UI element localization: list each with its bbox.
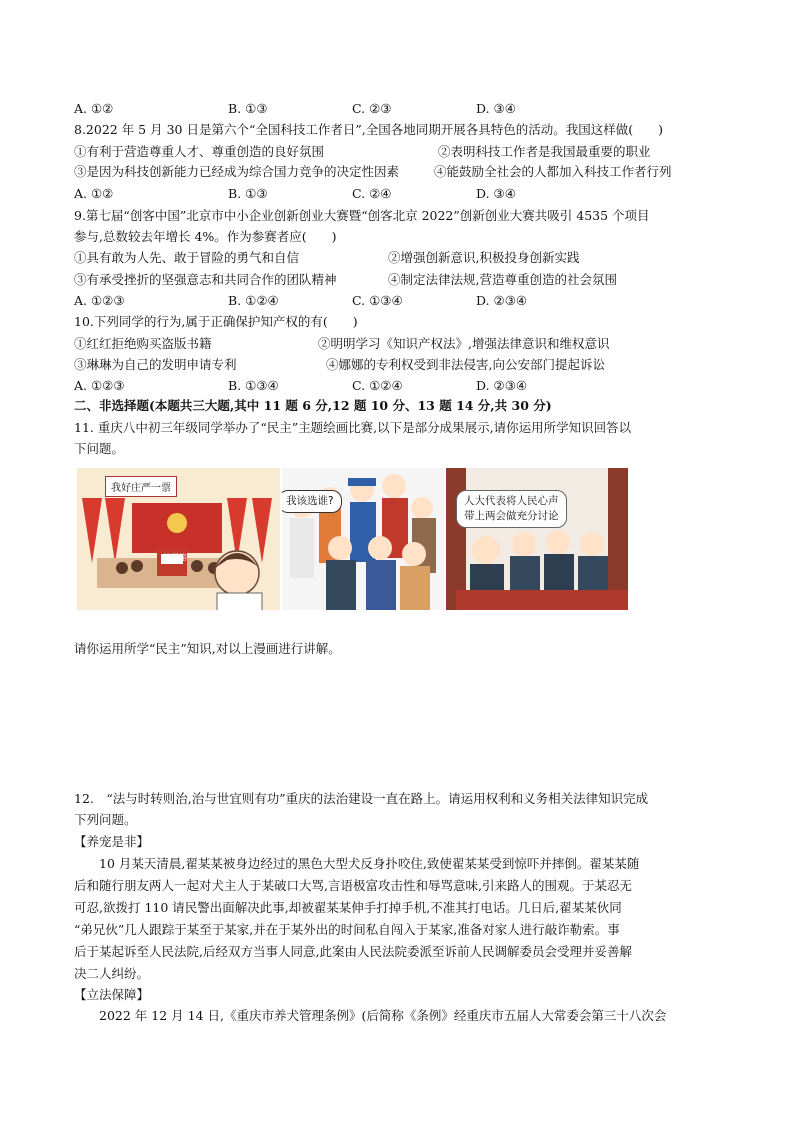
- q10-option-c: C. ①②④: [352, 378, 403, 393]
- q9-option-b: B. ①②④: [228, 293, 279, 308]
- q8-option-b: B. ①③: [228, 186, 268, 201]
- q10-item-4: ④娜娜的专利权受到非法侵害,向公安部门提起诉讼: [326, 357, 605, 372]
- q11-stem-line2: 下问题。: [74, 441, 125, 456]
- q12-para-line2: 后和随行朋友两人一起对犬主人于某破口大骂,言语极富攻击性和辱骂意味,引来路人的围观。于某忍无: [74, 878, 632, 893]
- q12-section-b-title: 【立法保障】: [74, 987, 150, 1002]
- section2-heading: 二、非选择题(本题共三大题,其中 11 题 6 分,12 题 10 分、13 题 14 分,共 30 分): [74, 398, 552, 413]
- panel3-bubble-line1: 人大代表将人民心声: [464, 495, 559, 507]
- q7-option-d: D. ③④: [476, 101, 516, 116]
- q7-option-a: A. ①②: [74, 101, 114, 116]
- ballot-box-label: 投票箱: [163, 553, 187, 562]
- panel2-speech-bubble: 我该选谁?: [282, 490, 342, 513]
- q9-item-1: ①具有敢为人先、敢于冒险的勇气和自信: [74, 250, 300, 265]
- q10-item-1: ①红红拒绝购买盗版书籍: [74, 336, 212, 351]
- q10-option-d: D. ②③④: [476, 378, 528, 393]
- q9-item-3: ③有承受挫折的坚强意志和共同合作的团队精神: [74, 272, 337, 287]
- q8-item-2: ②表明科技工作者是我国最重要的职业: [438, 144, 651, 159]
- q12-para-line4: “弟兄伙”几人跟踪于某至于某家,并在于某外出的时间私自闯入于某家,准备对家人进行敲诈勒索。事: [74, 922, 620, 937]
- q8-item-1: ①有利于营造尊重人才、尊重创造的良好氛围: [74, 144, 325, 159]
- q12-section-a-title: 【养宠是非】: [74, 834, 150, 849]
- q12-para-line6: 决二人纠纷。: [74, 966, 150, 981]
- q12-stem-line1: 12. “法与时转则治,治与世宜则有功”重庆的法治建设一直在路上。请运用权利和义务相关法律知识完成: [74, 791, 649, 806]
- q11-stem-line1: 11. 重庆八中初三年级同学举办了“民主”主题绘画比赛,以下是部分成果展示,请你运用所学知识回答以: [74, 420, 632, 435]
- q12-para-line5: 后于某起诉至人民法院,后经双方当事人同意,此案由人民法院委派至诉前人民调解委员会受理并妥善解: [74, 944, 632, 959]
- comic-panel-congress: [446, 468, 628, 610]
- q10-item-3: ③琳琳为自己的发明申请专利: [74, 357, 237, 372]
- q8-option-d: D. ③④: [476, 186, 516, 201]
- q10-option-a: A. ①②③: [74, 378, 125, 393]
- q12-para2-line1: 2022 年 12 月 14 日,《重庆市养犬管理条例》(后简称《条例》经重庆市五届人大常委会第三十八次会: [74, 1008, 667, 1023]
- q9-option-c: C. ①③④: [352, 293, 403, 308]
- q10-item-2: ②明明学习《知识产权法》,增强法律意识和维权意识: [318, 336, 610, 351]
- q8-item-4: ④能鼓励全社会的人都加入科技工作者行列: [434, 164, 672, 179]
- q9-option-a: A. ①②③: [74, 293, 125, 308]
- q9-option-d: D. ②③④: [476, 293, 528, 308]
- q9-item-4: ④制定法律法规,营造尊重创造的社会氛围: [388, 272, 617, 287]
- comic-panel-voting: [77, 468, 280, 610]
- q12-stem-line2: 下列问题。: [74, 812, 137, 827]
- q8-item-3: ③是因为科技创新能力已经成为综合国力竞争的决定性因素: [74, 164, 400, 179]
- q10-stem: 10.下列同学的行为,属于正确保护知产权的有( ): [74, 314, 358, 329]
- q8-stem: 8.2022 年 5 月 30 日是第六个“全国科技工作者日”,全国各地同期开展各具特色的活动。我国这样做( ): [74, 122, 663, 137]
- q8-option-c: C. ②④: [352, 186, 392, 201]
- q7-option-b: B. ①③: [228, 101, 268, 116]
- panel1-speech-bubble: 我好庄严一票: [105, 476, 177, 497]
- q9-stem-line1: 9.第七届“创客中国”北京市中小企业创新创业大赛暨“创客北京 2022”创新创业大赛共吸引 4535 个项目: [74, 208, 650, 223]
- q10-option-b: B. ①③④: [228, 378, 279, 393]
- q12-para-line1: 10 月某天清晨,翟某某被身边经过的黑色大型犬反身扑咬住,致使翟某某受到惊吓并摔倒。翟某某随: [74, 856, 640, 871]
- q8-option-a: A. ①②: [74, 186, 114, 201]
- q12-para-line3: 可忍,欲拨打 110 请民警出面解决此事,却被翟某某伸手打掉手机,不准其打电话。几日后,翟某某伙同: [74, 900, 622, 915]
- q7-option-c: C. ②③: [352, 101, 392, 116]
- panel3-speech-bubble: [456, 490, 567, 528]
- q11-prompt: 请你运用所学“民主”知识,对以上漫画进行讲解。: [74, 641, 341, 656]
- q9-stem-line2: 参与,总数较去年增长 4%。作为参赛者应( ): [74, 229, 337, 244]
- comic-panel-voters: [282, 468, 444, 610]
- q9-item-2: ②增强创新意识,积极投身创新实践: [388, 250, 580, 265]
- panel3-bubble-line2: 带上两会做充分讨论: [464, 510, 559, 522]
